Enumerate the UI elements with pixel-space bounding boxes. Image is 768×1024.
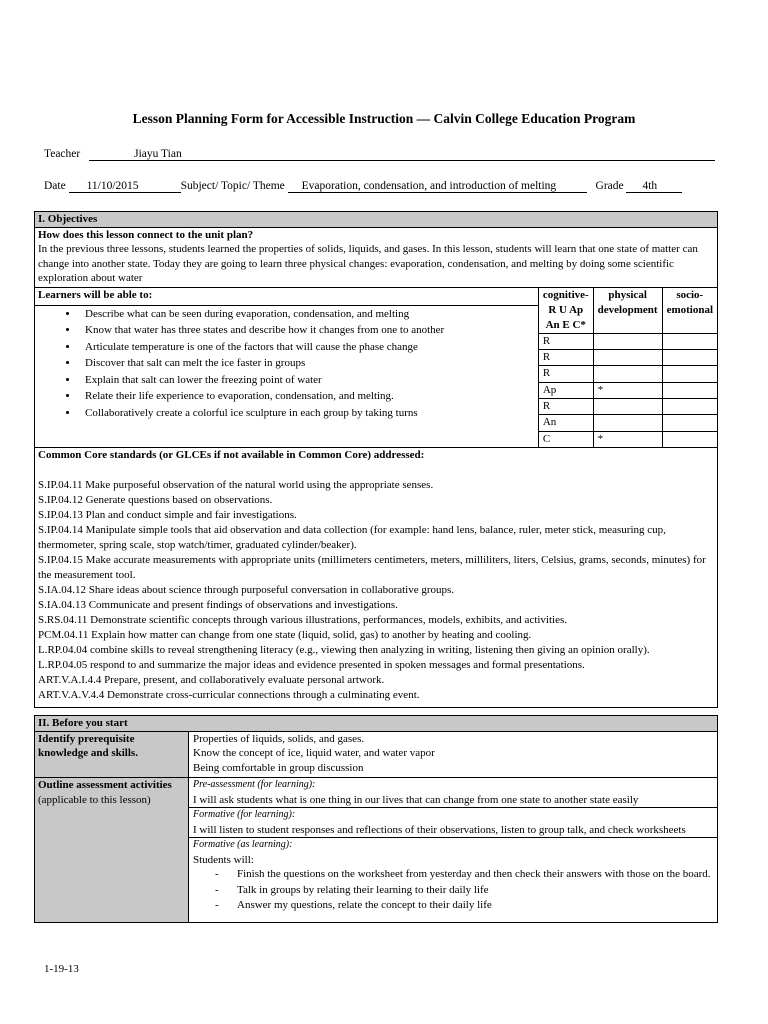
rating-soc (662, 399, 717, 415)
assess-note: (applicable to this lesson) (38, 793, 151, 806)
rating-row (539, 366, 717, 382)
before-table (34, 715, 718, 923)
prereq-item: Being comfortable in group discussion (193, 761, 364, 774)
objective-list (35, 306, 538, 422)
objectives-header: I. Objectives (35, 212, 718, 228)
rating-phys (593, 415, 662, 431)
pre-assessment-cell (189, 778, 718, 808)
standard-item: S.IP.04.13 Plan and conduct simple and fair investigations. (38, 509, 297, 522)
rating-cog: R (539, 399, 593, 415)
rating-row (539, 382, 717, 398)
rating-table (539, 288, 717, 448)
grade-value: 4th (626, 180, 682, 193)
objectives-table (34, 211, 718, 708)
connect-text: In the previous three lessons, students learned the properties of solids, liquids, and gases. In this lesson, students will learn that one state of matter can change into another state. Today they are going to learn three physical changes: evaporation, condensation, and melting by doing some scientific exploration about water (38, 243, 698, 284)
date-line (44, 180, 682, 193)
standard-item: S.IP.04.12 Generate questions based on observations. (38, 494, 273, 507)
assess-label: Outline assessment activities (38, 779, 172, 791)
objective-item: • Relate their life experience to evaporation, condensation, and melting. (79, 388, 538, 405)
rating-cog: C (539, 431, 593, 447)
teacher-name: Jiayu Tian (89, 148, 715, 161)
rating-row (539, 415, 717, 431)
col-socio: socio-emotional (662, 288, 717, 334)
rating-phys (593, 399, 662, 415)
standard-item: PCM.04.11 Explain how matter can change from one state (liquid, solid, gas) to another by heating and cooling. (38, 629, 532, 642)
rating-row (539, 349, 717, 365)
footer-code: 1-19-13 (44, 963, 79, 975)
formative-as-cell (189, 838, 718, 923)
subject-label: Subject/ Topic/ Theme (180, 180, 285, 192)
pre-assessment-text: I will ask students what is one thing in our lives that can change from one state to another state easily (193, 793, 639, 806)
standard-item: ART.V.A.I.4.4 Prepare, present, and collaboratively evaluate personal artwork. (38, 674, 385, 687)
col-physical: physical development (593, 288, 662, 334)
connect-cell (35, 227, 718, 287)
learners-label: Learners will be able to: (35, 288, 538, 306)
objective-item: • Collaboratively create a colorful ice sculpture in each group by taking turns (79, 405, 538, 422)
prereq-item: Properties of liquids, solids, and gases. (193, 732, 365, 745)
standard-item: L.RP.04.05 respond to and summarize the major ideas and evidence presented in spoken messages and formal presentations. (38, 659, 585, 672)
standard-item: S.IP.04.11 Make purposeful observation of the natural world using the appropriate senses. (38, 479, 434, 492)
rating-cog: An (539, 415, 593, 431)
rating-phys: * (593, 431, 662, 447)
rating-row (539, 333, 717, 349)
date-label: Date (44, 180, 66, 192)
standards-cell (35, 448, 718, 708)
prereq-label: Identify prerequisite knowledge and skills. (35, 731, 189, 778)
rating-phys (593, 349, 662, 365)
standard-item: S.RS.04.11 Demonstrate scientific concepts through various illustrations, performances, models, exhibits, and activities. (38, 614, 568, 627)
formative-for-label: Formative (for learning): (193, 809, 296, 820)
formative-as-item: - Finish the questions on the worksheet from yesterday and then check their answers with those on the board. (215, 867, 714, 883)
standard-item: ART.V.A.V.4.4 Demonstrate cross-curricular connections through a culminating event. (38, 689, 420, 702)
rating-phys: * (593, 382, 662, 398)
before-header: II. Before you start (35, 716, 718, 732)
rating-cell (538, 287, 717, 448)
date-value: 11/10/2015 (69, 180, 181, 193)
rating-phys (593, 333, 662, 349)
rating-cog: R (539, 366, 593, 382)
objective-item: • Explain that salt can lower the freezing point of water (79, 372, 538, 389)
col-cognitive: cognitive-R U Ap An E C* (539, 288, 593, 334)
standards-list (38, 478, 714, 703)
formative-as-list (193, 867, 714, 914)
rating-cog: R (539, 333, 593, 349)
standard-item: S.IA.04.13 Communicate and present findings of observations and investigations. (38, 599, 398, 612)
formative-for-cell (189, 808, 718, 838)
formative-as-intro: Students will: (193, 853, 254, 866)
rating-soc (662, 431, 717, 447)
prereq-item: Know the concept of ice, liquid water, and water vapor (193, 747, 435, 759)
objective-item: • Know that water has three states and describe how it changes from one to another (79, 322, 538, 339)
rating-row (539, 399, 717, 415)
grade-label: Grade (595, 180, 624, 192)
formative-as-item: - Talk in groups by relating their learning to their daily life (215, 883, 714, 899)
prereq-cell (189, 731, 718, 778)
form-title: Lesson Planning Form for Accessible Instruction — Calvin College Education Program (132, 111, 636, 126)
connect-question: How does this lesson connect to the unit plan? (38, 228, 254, 241)
rating-soc (662, 333, 717, 349)
objective-item: • Articulate temperature is one of the factors that will cause the phase change (79, 339, 538, 356)
standard-item: S.IP.04.15 Make accurate measurements with appropriate units (millimeters centimeters, meters, milliliters, liters, Celsius, grams, seconds, minutes) for the measurement tool. (38, 554, 706, 582)
formative-for-text: I will listen to student responses and reflections of their observations, listen to group talk, and check worksheets (193, 823, 686, 836)
rating-soc (662, 382, 717, 398)
formative-as-item: - Answer my questions, relate the concept to their daily life (215, 898, 714, 914)
rating-soc (662, 366, 717, 382)
teacher-label: Teacher (44, 148, 81, 160)
teacher-line (44, 148, 715, 161)
pre-assessment-label: Pre-assessment (for learning): (193, 779, 316, 790)
learners-cell (35, 287, 539, 448)
standard-item: S.IP.04.14 Manipulate simple tools that aid observation and data collection (for example: hand lens, balance, ruler, meter stick, measuring cup, thermometer, spring scale, stop watch/timer, graduated cylinder/beaker). (38, 524, 666, 552)
rating-cog: Ap (539, 382, 593, 398)
standard-item: L.RP.04.04 combine skills to reveal strengthening literacy (e.g., viewing then analyzing in writing, listening then giving an opinion orally). (38, 644, 650, 657)
objective-item: • Describe what can be seen during evaporation, condensation, and melting (79, 306, 538, 323)
rating-soc (662, 415, 717, 431)
rating-cog: R (539, 349, 593, 365)
subject-value: Evaporation, condensation, and introduction of melting (288, 180, 587, 193)
rating-row (539, 431, 717, 447)
standard-item: S.IA.04.12 Share ideas about science through purposeful conversation in collaborative groups. (38, 584, 455, 597)
objective-item: • Discover that salt can melt the ice faster in groups (79, 355, 538, 372)
standards-label: Common Core standards (or GLCEs if not available in Common Core) addressed: (38, 449, 425, 462)
assess-label-cell (35, 778, 189, 923)
formative-as-label: Formative (as learning): (193, 839, 293, 850)
rating-soc (662, 349, 717, 365)
rating-phys (593, 366, 662, 382)
